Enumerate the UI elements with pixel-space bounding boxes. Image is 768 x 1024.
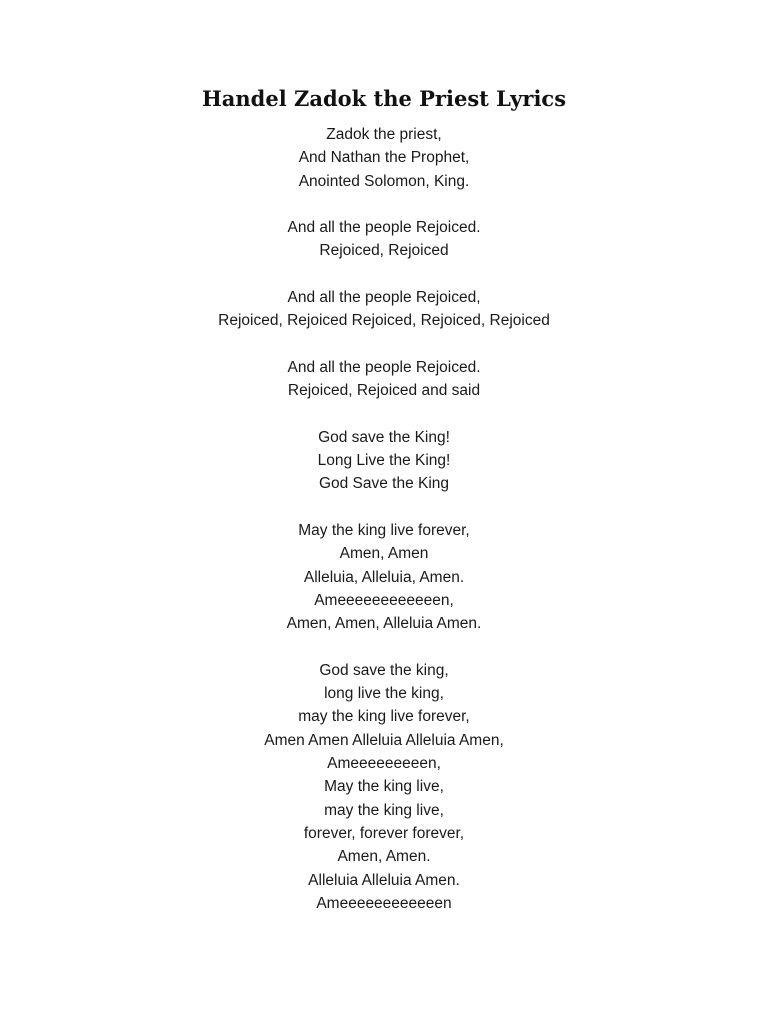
lyric-line: may the king live, <box>324 801 444 819</box>
lyric-line: Ameeeeeeeeeeeen <box>316 894 452 912</box>
lyric-line: And all the people Rejoiced, <box>287 289 481 307</box>
lyric-line: God save the king, <box>319 661 449 679</box>
lyric-line: forever, forever forever, <box>303 824 465 842</box>
lyric-line: Rejoiced, Rejoiced and said <box>287 382 481 400</box>
lyric-line: Alleluia Alleluia Amen. <box>308 871 460 889</box>
lyric-line: Ameeeeeeeeeeeen, <box>314 591 454 609</box>
lyric-line: Rejoiced, Rejoiced Rejoiced, Rejoiced, Rejoiced <box>218 312 550 330</box>
lyric-line: Amen Amen Alleluia Alleluia Amen, <box>264 731 504 749</box>
lyric-line: Rejoiced, Rejoiced <box>319 242 449 260</box>
lyric-line: God save the King! <box>318 428 450 446</box>
lyric-line: Amen, Amen <box>339 545 429 563</box>
lyric-line: And all the people Rejoiced. <box>287 358 481 376</box>
lyric-line: may the king live forever, <box>298 708 470 726</box>
stanza <box>0 356 768 403</box>
stanza <box>0 426 768 496</box>
lyric-line: Alleluia, Alleluia, Amen. <box>303 568 465 586</box>
lyric-line: Amen, Amen. <box>337 848 431 866</box>
document-title: Handel Zadok the Priest Lyrics <box>201 86 567 111</box>
lyric-line: Ameeeeeeeeen, <box>327 755 441 773</box>
lyric-line: Long Live the King! <box>317 452 451 470</box>
lyrics-body <box>0 123 768 938</box>
lyric-line: Amen, Amen, Alleluia Amen. <box>286 615 482 633</box>
lyric-line: May the king live forever, <box>298 522 470 540</box>
lyric-line: And Nathan the Prophet, <box>298 149 470 167</box>
stanza <box>0 123 768 193</box>
stanza <box>0 659 768 915</box>
lyric-line: May the king live, <box>324 778 444 796</box>
lyric-line: Anointed Solomon, King. <box>298 172 470 190</box>
stanza <box>0 519 768 635</box>
stanza <box>0 216 768 263</box>
lyric-line: God Save the King <box>318 475 450 493</box>
lyric-line: Zadok the priest, <box>326 126 442 143</box>
stanza <box>0 286 768 333</box>
lyric-line: And all the people Rejoiced. <box>287 219 481 237</box>
lyric-line: long live the king, <box>324 685 444 703</box>
